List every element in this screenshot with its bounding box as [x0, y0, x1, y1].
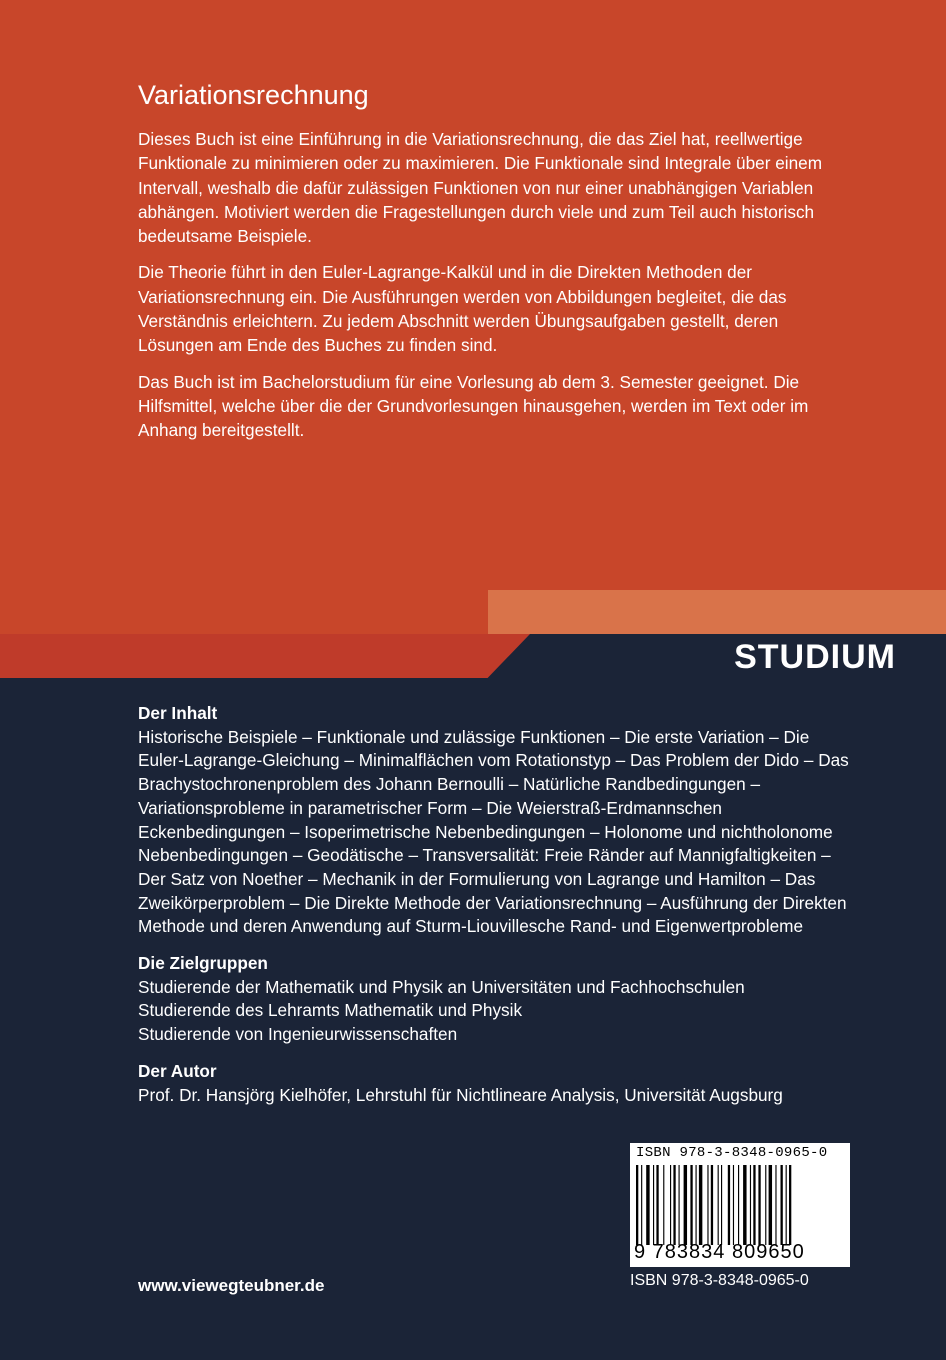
barcode-bar	[711, 1165, 713, 1245]
book-title: Variationsrechnung	[138, 80, 369, 110]
barcode-bar	[670, 1165, 671, 1245]
section-text	[138, 976, 850, 1047]
barcode-bar	[733, 1165, 734, 1245]
barcode-bar	[663, 1165, 664, 1245]
intro-paragraph: Die Theorie führt in den Euler-Lagrange-Kalkül und in die Direkten Methoden der Variationsrechnung ein. Die Ausführungen werden von Abbildungen begleitet, die das Verständnis erleichtern. Zu jedem Abschnitt werden Übungsaufgaben gestellt, deren Lösungen am Ende des Buches zu finden sind.	[138, 262, 787, 356]
section-autor	[138, 1060, 850, 1107]
details-sections	[138, 702, 850, 1120]
accent-stripe-light	[488, 590, 946, 635]
barcode-bar	[699, 1165, 702, 1245]
intro-paragraph: Dieses Buch ist eine Einführung in die Variationsrechnung, die das Ziel hat, reellwertige Funktionale zu minimieren oder zu maximieren. Die Funktionale sind Integrale über einem Intervall, weshalb die dafür zulässigen Funktionen von nur einer unabhängigen Variablen abhängen. Motiviert werden die Fragestellungen durch viele und zum Teil auch historisch bedeutsame Beispiele.	[138, 129, 823, 247]
series-brand: STUDIUM	[734, 638, 896, 676]
section-inhalt	[138, 702, 850, 939]
section-text: Historische Beispiele – Funktionale und zulässige Funktionen – Die erste Variation – Die Euler-Lagrange-Gleichung – Minimalflächen vom Rotationstyp – Das Problem der Dido – Das Brachystochronenproblem des Johann Bernoulli – Natürliche Randbedingungen – Variationsprobleme in parametrischer Form – Die Weierstraß-Erdmannschen Eckenbedingungen – Isoperimetrische Nebenbedingungen – Holonome und nichtholonome Nebenbedingungen – Geodätische – Transversalität: Freie Ränder auf Mannigfaltigkeiten – Der Satz von Noether – Mechanik in der Formulierung von Lagrange und Hamilton – Das Zweikörperproblem – Die Direkte Methode der Variationsrechnung – Ausführung der Direkten Methode und deren Anwendung auf Sturm-Liouvillesche Rand- und Eigenwertprobleme	[138, 726, 849, 937]
barcode-bar	[786, 1165, 787, 1245]
barcode-bar	[636, 1165, 638, 1245]
section-heading: Der Inhalt	[138, 703, 218, 723]
barcode-bar	[707, 1165, 708, 1245]
barcode-isbn-text: ISBN 978-3-8348-0965-0	[636, 1145, 828, 1161]
barcode-bars	[636, 1165, 844, 1245]
barcode-number: 9 783834 809650	[634, 1241, 805, 1263]
barcode-bar	[690, 1165, 692, 1245]
barcode-bar	[781, 1165, 783, 1245]
section-text: Prof. Dr. Hansjörg Kielhöfer, Lehrstuhl für Nichtlineare Analysis, Universität Augsburg	[138, 1084, 783, 1105]
barcode-bar	[750, 1165, 751, 1245]
intro-paragraph: Das Buch ist im Bachelorstudium für eine Vorlesung ab dem 3. Semester geeignet. Die Hilfsmittel, welche über die der Grundvorlesungen hinausgehen, werden im Text oder im Anhang bereitgestellt.	[138, 371, 809, 441]
barcode-bar	[769, 1165, 772, 1245]
barcode-bar	[673, 1165, 675, 1245]
section-heading: Die Zielgruppen	[138, 953, 268, 974]
barcode-bar	[765, 1165, 766, 1245]
barcode-bar	[641, 1165, 642, 1245]
publisher-url[interactable]: www.viewegteubner.de	[138, 1276, 325, 1295]
barcode-bar	[684, 1165, 687, 1245]
section-heading: Der Autor	[138, 1060, 217, 1081]
barcode-bar	[653, 1165, 654, 1245]
barcode-bar	[721, 1165, 722, 1245]
barcode-bar	[758, 1165, 760, 1245]
barcode-bar	[718, 1165, 719, 1245]
isbn-label: ISBN 978-3-8348-0965-0	[630, 1272, 809, 1289]
barcode-bar	[696, 1165, 697, 1245]
audience-line: Studierende des Lehramts Mathematik und Physik	[138, 1000, 523, 1021]
barcode-bar	[728, 1165, 730, 1245]
audience-line: Studierende von Ingenieurwissenschaften	[138, 1024, 458, 1045]
barcode-bar	[738, 1165, 739, 1245]
barcode-bar	[679, 1165, 680, 1245]
barcode-bar	[753, 1165, 755, 1245]
audience-line: Studierende der Mathematik und Physik an Universitäten und Fachhochschulen	[138, 976, 745, 997]
barcode-bar	[656, 1165, 658, 1245]
barcode-bar	[646, 1165, 649, 1245]
section-zielgruppen	[138, 952, 850, 1047]
isbn-barcode	[630, 1143, 850, 1267]
barcode-bar	[743, 1165, 746, 1245]
barcode-bar	[775, 1165, 776, 1245]
accent-stripe-dark	[0, 634, 530, 678]
barcode-bar	[789, 1165, 791, 1245]
intro-text	[138, 127, 848, 455]
